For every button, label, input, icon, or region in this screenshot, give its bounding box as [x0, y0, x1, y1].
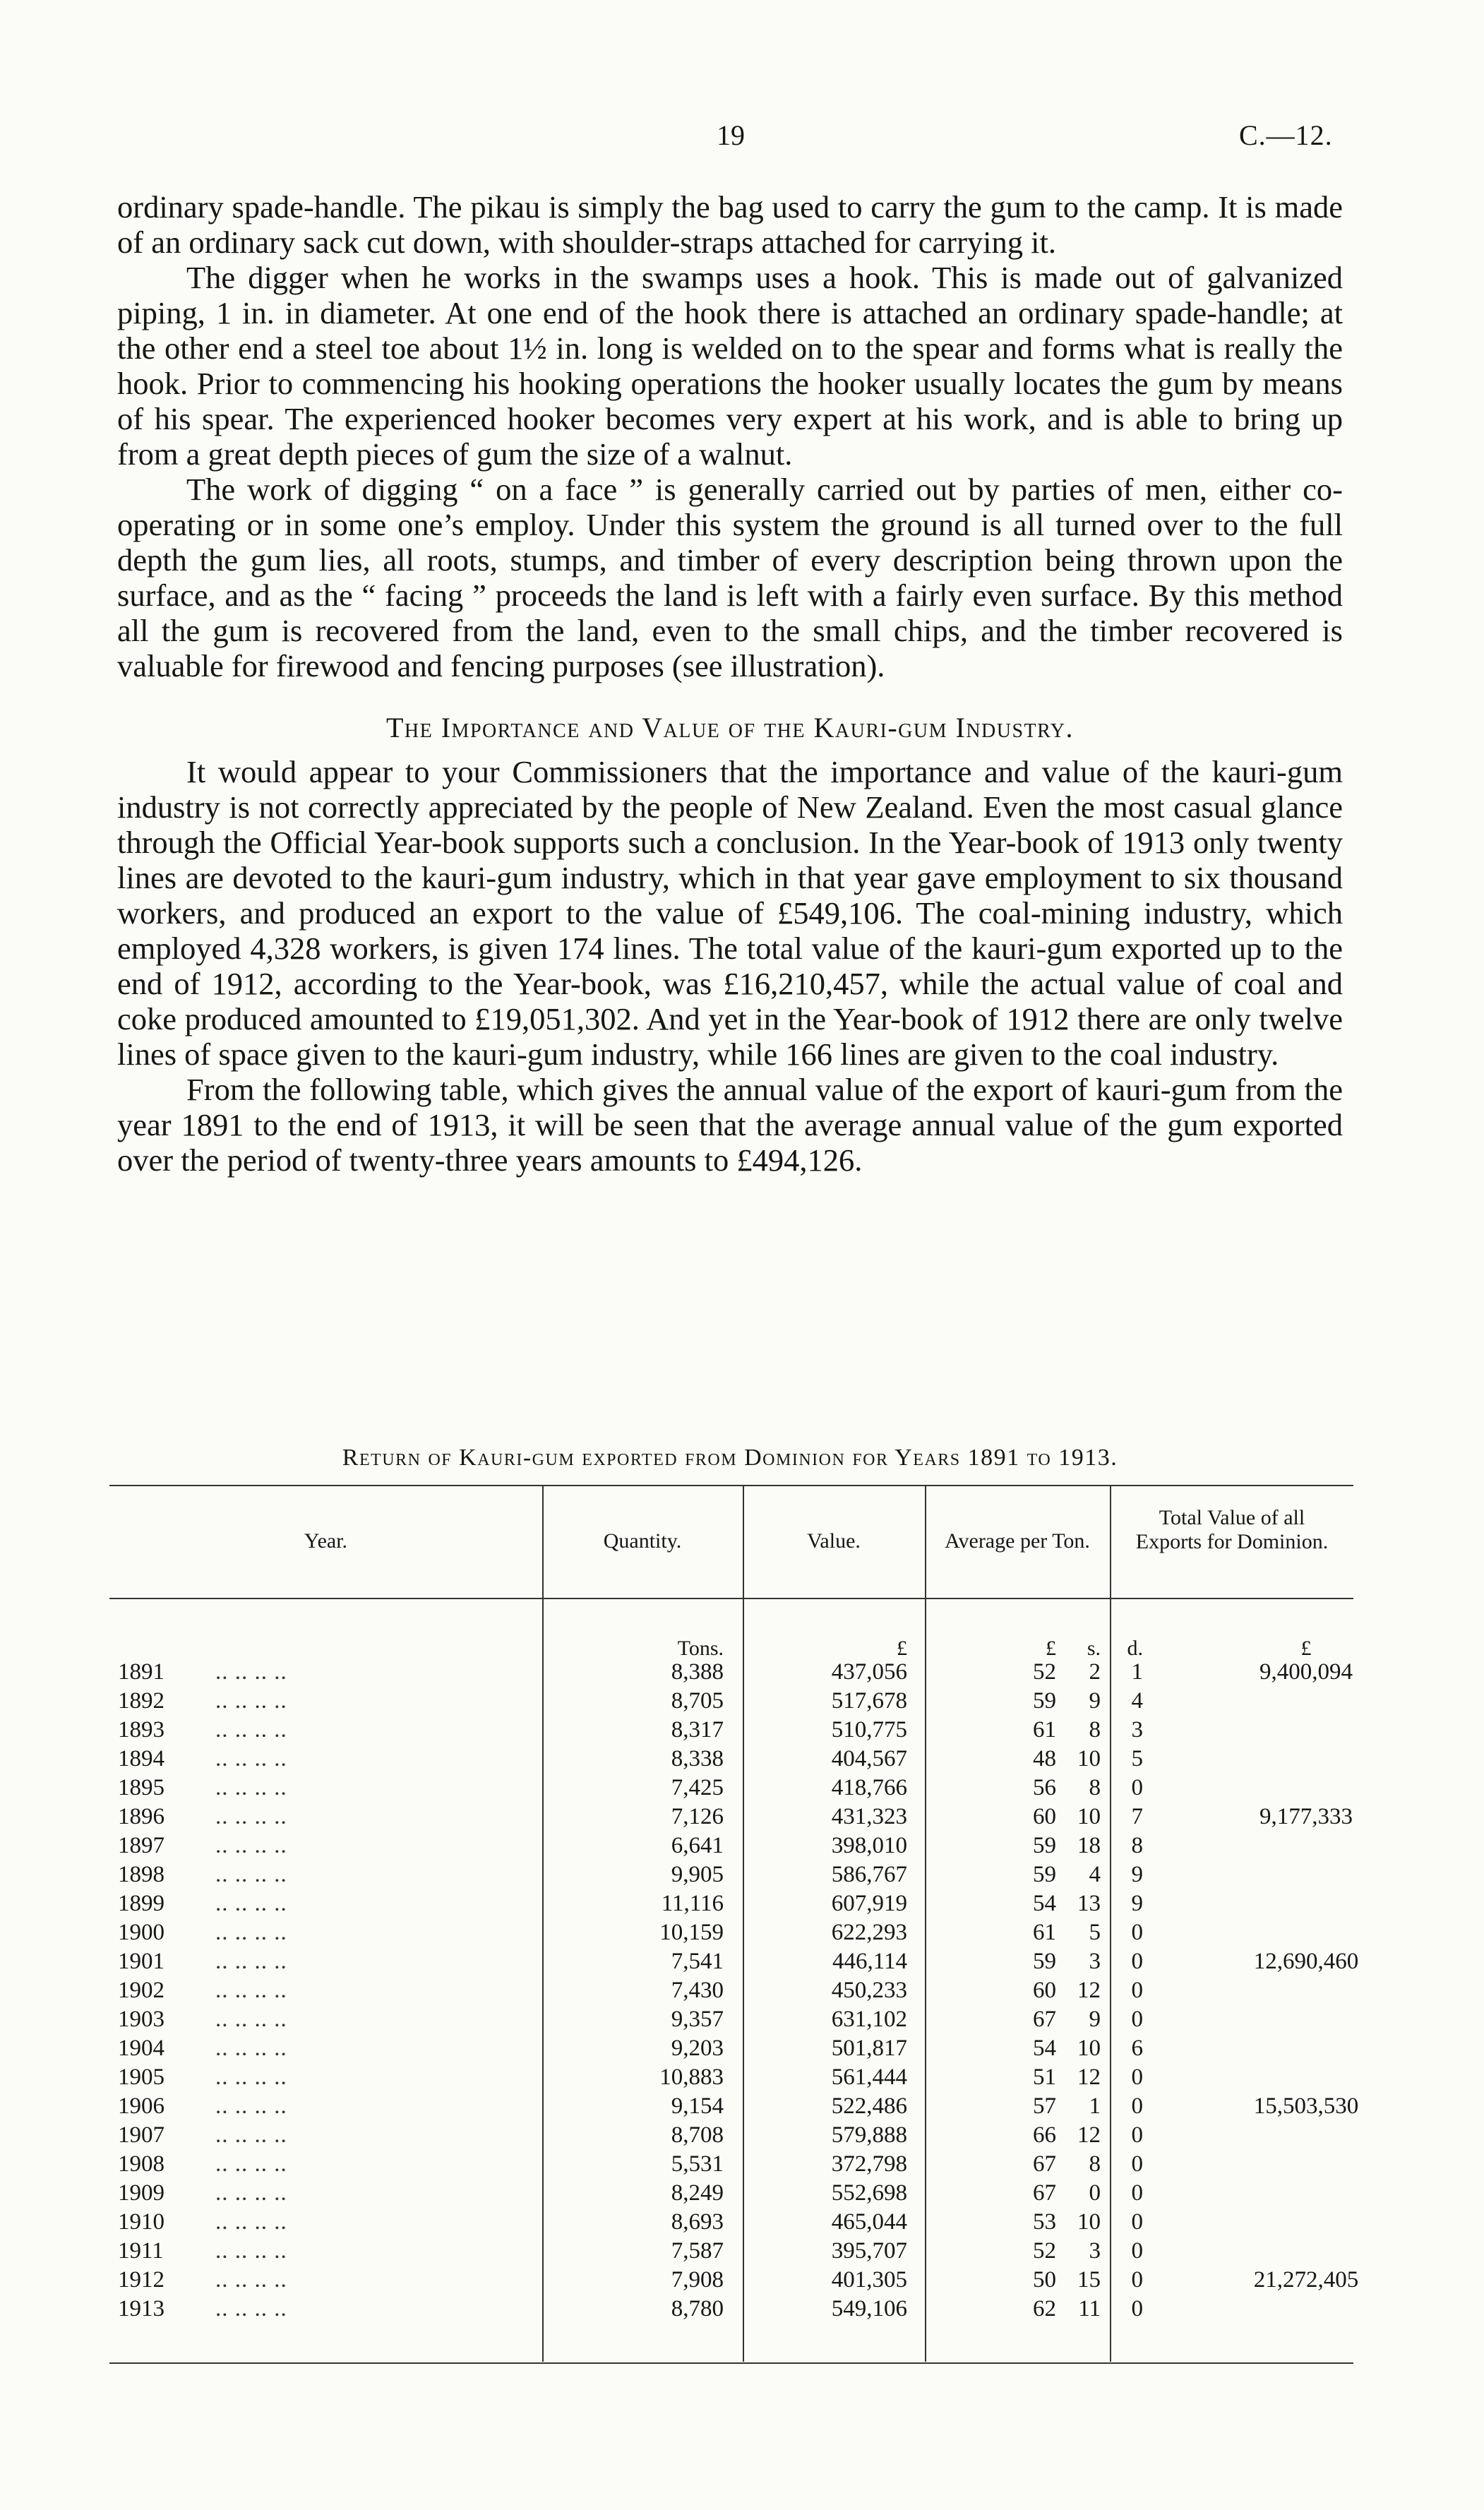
page-number: 19 — [717, 119, 745, 151]
avg-pounds-cell: 61 — [1033, 1717, 1056, 1743]
avg-shillings-cell: 8 — [1089, 1717, 1101, 1743]
avg-shillings-cell: 12 — [1077, 1978, 1101, 2003]
avg-shillings-cell: 3 — [1089, 1949, 1101, 1974]
year-cell: 1899 — [118, 1891, 164, 1916]
avg-shillings-cell: 12 — [1077, 2064, 1101, 2090]
avg-pounds-cell: 67 — [1033, 2151, 1056, 2177]
year-cell: 1904 — [118, 2036, 164, 2061]
section-heading: The Importance and Value of the Kauri-gum Industry. — [385, 712, 1075, 743]
avg-shillings-cell: 3 — [1089, 2238, 1101, 2264]
avg-pence-cell: 0 — [1131, 2209, 1143, 2235]
leader-dots: .. .. .. .. — [215, 2007, 287, 2032]
avg-pence-cell: 0 — [1131, 1978, 1143, 2003]
leader-dots: .. .. .. .. — [215, 2036, 287, 2061]
leader-dots: .. .. .. .. — [215, 2064, 287, 2090]
avg-pounds-cell: 60 — [1033, 1804, 1056, 1829]
quantity-cell: 8,317 — [671, 1717, 724, 1743]
col-header-average: Average per Ton. — [945, 1529, 1090, 1553]
avg-pounds-cell: 54 — [1033, 2036, 1056, 2061]
value-cell: 431,323 — [831, 1804, 907, 1829]
year-cell: 1902 — [118, 1978, 164, 2003]
table-row — [109, 1831, 1353, 1860]
leader-dots: .. .. .. .. — [215, 1804, 287, 1829]
avg-pence-cell: 0 — [1131, 2238, 1143, 2264]
leader-dots: .. .. .. .. — [215, 1891, 287, 1916]
avg-shillings-cell: 13 — [1077, 1891, 1101, 1916]
value-cell: 401,305 — [831, 2267, 907, 2293]
table-top-rule — [109, 1485, 1353, 1486]
quantity-cell: 11,116 — [661, 1891, 724, 1916]
quantity-cell: 8,708 — [671, 2122, 724, 2148]
avg-shillings-cell: 11 — [1078, 2296, 1101, 2321]
unit-tons: Tons. — [677, 1637, 724, 1660]
leader-dots: .. .. .. .. — [215, 2180, 287, 2206]
avg-shillings-cell: 2 — [1089, 1659, 1101, 1685]
table-row — [109, 2237, 1353, 2266]
table-row — [109, 1774, 1353, 1803]
year-cell: 1909 — [118, 2180, 164, 2206]
avg-shillings-cell: 8 — [1089, 2151, 1101, 2177]
unit-avg-shillings: s. — [1087, 1637, 1101, 1660]
leader-dots: .. .. .. .. — [215, 1862, 287, 1887]
total-exports-cell: 15,503,530 — [1253, 2093, 1359, 2119]
paragraph-hook: The digger when he works in the swamps uses a hook. This is made out of galvanized piping, 1 in. in diameter. At one end of the hook there is attached an ordinary spade-handle; at the other end a steel toe about 1½ in. long is welded on to the spear and forms what is really the hook. Prior to commencing his hooking operations the hooker usually locates the gum by means of his spear. The experienced hooker becomes very expert at his work, and is able to bring up from a great depth pieces of gum the size of a walnut. — [117, 260, 1343, 472]
table-row — [109, 1889, 1353, 1918]
leader-dots: .. .. .. .. — [215, 1746, 287, 1771]
quantity-cell: 9,154 — [671, 2093, 724, 2119]
table-bottom-rule — [109, 2362, 1353, 2364]
avg-shillings-cell: 10 — [1077, 1746, 1101, 1771]
table-row — [109, 1976, 1353, 2005]
col-header-quantity: Quantity. — [603, 1529, 682, 1553]
value-cell: 579,888 — [831, 2122, 907, 2148]
table-row — [109, 1918, 1353, 1947]
avg-shillings-cell: 4 — [1089, 1862, 1101, 1887]
avg-pounds-cell: 60 — [1033, 1978, 1056, 2003]
avg-pence-cell: 9 — [1131, 1891, 1143, 1916]
quantity-cell: 9,203 — [671, 2036, 724, 2061]
avg-shillings-cell: 12 — [1077, 2122, 1101, 2148]
unit-total-pounds: £ — [1300, 1637, 1312, 1660]
table-row — [109, 1860, 1353, 1889]
avg-pounds-cell: 54 — [1033, 1891, 1056, 1916]
avg-pounds-cell: 57 — [1033, 2093, 1056, 2119]
unit-avg-pence: d. — [1127, 1637, 1143, 1660]
table-row — [109, 1745, 1353, 1774]
value-cell: 404,567 — [831, 1746, 907, 1771]
col-header-year: Year. — [304, 1529, 348, 1553]
table-row — [109, 2005, 1353, 2034]
table-row — [109, 2208, 1353, 2237]
avg-pence-cell: 0 — [1131, 2151, 1143, 2177]
avg-pounds-cell: 59 — [1033, 1949, 1056, 1974]
avg-pounds-cell: 48 — [1033, 1746, 1056, 1771]
table-row — [109, 2034, 1353, 2063]
year-cell: 1891 — [118, 1659, 164, 1685]
value-cell: 607,919 — [831, 1891, 907, 1916]
value-cell: 398,010 — [831, 1833, 907, 1858]
avg-pence-cell: 0 — [1131, 2267, 1143, 2293]
avg-shillings-cell: 15 — [1077, 2267, 1101, 2293]
col-header-total: Total Value of all Exports for Dominion. — [1135, 1506, 1329, 1553]
avg-pence-cell: 0 — [1131, 2122, 1143, 2148]
quantity-cell: 7,126 — [671, 1804, 724, 1829]
quantity-cell: 10,883 — [659, 2064, 724, 2090]
col-header-value: Value. — [807, 1529, 861, 1553]
table-row — [109, 1658, 1353, 1687]
year-cell: 1903 — [118, 2007, 164, 2032]
value-cell: 418,766 — [831, 1775, 907, 1800]
year-cell: 1894 — [118, 1746, 164, 1771]
value-cell: 552,698 — [831, 2180, 907, 2206]
leader-dots: .. .. .. .. — [215, 1688, 287, 1714]
value-cell: 631,102 — [831, 2007, 907, 2032]
year-cell: 1901 — [118, 1949, 164, 1974]
avg-pence-cell: 4 — [1131, 1688, 1143, 1714]
avg-pounds-cell: 67 — [1033, 2180, 1056, 2206]
quantity-cell: 6,641 — [671, 1833, 724, 1858]
paragraph-table-intro: From the following table, which gives the annual value of the export of kauri-gum from the year 1891 to the end of 1913, it will be seen that the average annual value of the gum exported over the period of twenty-three years amounts to £494,126. — [117, 1072, 1343, 1178]
quantity-cell: 8,338 — [671, 1746, 724, 1771]
year-cell: 1897 — [118, 1833, 164, 1858]
quantity-cell: 7,587 — [671, 2238, 724, 2264]
avg-pounds-cell: 61 — [1033, 1920, 1056, 1945]
avg-pounds-cell: 59 — [1033, 1833, 1056, 1858]
table-title: Return of Kauri-gum exported from Dominion for Years 1891 to 1913. — [342, 1445, 1118, 1471]
quantity-cell: 8,693 — [671, 2209, 724, 2235]
leader-dots: .. .. .. .. — [215, 2122, 287, 2148]
value-cell: 395,707 — [831, 2238, 907, 2264]
avg-pence-cell: 5 — [1131, 1746, 1143, 1771]
value-cell: 586,767 — [831, 1862, 907, 1887]
avg-pence-cell: 7 — [1131, 1804, 1143, 1829]
avg-shillings-cell: 10 — [1077, 2036, 1101, 2061]
avg-pounds-cell: 53 — [1033, 2209, 1056, 2235]
value-cell: 465,044 — [831, 2209, 907, 2235]
year-cell: 1896 — [118, 1804, 164, 1829]
year-cell: 1910 — [118, 2209, 164, 2235]
quantity-cell: 10,159 — [659, 1920, 724, 1945]
avg-pence-cell: 0 — [1131, 2064, 1143, 2090]
value-cell: 372,798 — [831, 2151, 907, 2177]
quantity-cell: 7,430 — [671, 1978, 724, 2003]
unit-avg-pounds: £ — [1046, 1637, 1056, 1660]
year-cell: 1895 — [118, 1775, 164, 1800]
avg-pence-cell: 0 — [1131, 2180, 1143, 2206]
quantity-cell: 9,357 — [671, 2007, 724, 2032]
unit-value-pounds: £ — [897, 1637, 907, 1660]
quantity-cell: 8,780 — [671, 2296, 724, 2321]
leader-dots: .. .. .. .. — [215, 2267, 287, 2293]
avg-pounds-cell: 66 — [1033, 2122, 1056, 2148]
value-cell: 510,775 — [831, 1717, 907, 1743]
avg-shillings-cell: 1 — [1089, 2093, 1101, 2119]
leader-dots: .. .. .. .. — [215, 2093, 287, 2119]
table-row — [109, 2063, 1353, 2092]
year-cell: 1893 — [118, 1717, 164, 1743]
leader-dots: .. .. .. .. — [215, 2209, 287, 2235]
year-cell: 1908 — [118, 2151, 164, 2177]
avg-pounds-cell: 59 — [1033, 1862, 1056, 1887]
total-exports-cell: 9,400,094 — [1259, 1659, 1353, 1685]
avg-pounds-cell: 52 — [1033, 1659, 1056, 1685]
total-exports-cell: 21,272,405 — [1253, 2267, 1359, 2293]
quantity-cell: 8,705 — [671, 1688, 724, 1714]
value-cell: 517,678 — [831, 1688, 907, 1714]
leader-dots: .. .. .. .. — [215, 1717, 287, 1743]
total-exports-cell: 12,690,460 — [1253, 1949, 1359, 1974]
leader-dots: .. .. .. .. — [215, 1833, 287, 1858]
table-row — [109, 2121, 1353, 2150]
value-cell: 549,106 — [831, 2296, 907, 2321]
avg-pence-cell: 0 — [1131, 1775, 1143, 1800]
avg-shillings-cell: 9 — [1089, 2007, 1101, 2032]
avg-shillings-cell: 0 — [1089, 2180, 1101, 2206]
paragraph-face-digging: The work of digging “ on a face ” is generally carried out by parties of men, either co-operating or in some one’s employ. Under this system the ground is all turned over to the full depth the gum lies, all roots, stumps, and timber of every description being thrown upon the surface, and as the “ facing ” proceeds the land is left with a fairly even surface. By this method all the gum is recovered from the land, even to the small chips, and the timber recovered is valuable for firewood and fencing purposes (see illustration). — [117, 472, 1343, 683]
avg-pence-cell: 8 — [1131, 1833, 1143, 1858]
value-cell: 450,233 — [831, 1978, 907, 2003]
body-text — [117, 189, 1343, 1178]
avg-shillings-cell: 8 — [1089, 1775, 1101, 1800]
avg-pounds-cell: 50 — [1033, 2267, 1056, 2293]
avg-pounds-cell: 62 — [1033, 2296, 1056, 2321]
year-cell: 1913 — [118, 2296, 164, 2321]
avg-shillings-cell: 5 — [1089, 1920, 1101, 1945]
table-row — [109, 2179, 1353, 2208]
paragraph-importance: It would appear to your Commissioners that the importance and value of the kauri-gum industry is not correctly appreciated by the people of New Zealand. Even the most casual glance through the Official Year-book supports such a conclusion. In the Year-book of 1913 only twenty lines are devoted to the kauri-gum industry, which in that year gave employment to six thousand workers, and produced an export to the value of £549,106. The coal-mining industry, which employed 4,328 workers, is given 174 lines. The total value of the kauri-gum exported up to the end of 1912, according to the Year-book, was £16,210,457, while the actual value of coal and coke produced amounted to £19,051,302. And yet in the Year-book of 1912 there are only twelve lines of space given to the kauri-gum industry, while 166 lines are given to the coal industry. — [117, 754, 1343, 1072]
avg-pence-cell: 0 — [1131, 2093, 1143, 2119]
avg-pounds-cell: 52 — [1033, 2238, 1056, 2264]
avg-shillings-cell: 18 — [1077, 1833, 1101, 1858]
table-row — [109, 1803, 1353, 1831]
leader-dots: .. .. .. .. — [215, 2238, 287, 2264]
year-cell: 1905 — [118, 2064, 164, 2090]
avg-pence-cell: 1 — [1131, 1659, 1143, 1685]
year-cell: 1892 — [118, 1688, 164, 1714]
table-row — [109, 2092, 1359, 2121]
document-reference: C.—12. — [1239, 119, 1333, 151]
leader-dots: .. .. .. .. — [215, 1659, 287, 1685]
avg-pence-cell: 0 — [1131, 1920, 1143, 1945]
leader-dots: .. .. .. .. — [215, 1949, 287, 1974]
avg-pence-cell: 3 — [1131, 1717, 1143, 1743]
avg-pence-cell: 6 — [1131, 2036, 1143, 2061]
value-cell: 501,817 — [831, 2036, 907, 2061]
table-row — [109, 2266, 1359, 2295]
leader-dots: .. .. .. .. — [215, 1978, 287, 2003]
avg-pence-cell: 0 — [1131, 1949, 1143, 1974]
value-cell: 437,056 — [831, 1659, 907, 1685]
avg-pounds-cell: 67 — [1033, 2007, 1056, 2032]
avg-shillings-cell: 10 — [1077, 2209, 1101, 2235]
quantity-cell: 8,249 — [671, 2180, 724, 2206]
table-header-rule — [109, 1598, 1353, 1599]
leader-dots: .. .. .. .. — [215, 2151, 287, 2177]
avg-shillings-cell: 10 — [1077, 1804, 1101, 1829]
leader-dots: .. .. .. .. — [215, 1920, 287, 1945]
value-cell: 446,114 — [832, 1949, 907, 1974]
quantity-cell: 7,908 — [671, 2267, 724, 2293]
quantity-cell: 9,905 — [671, 1862, 724, 1887]
value-cell: 622,293 — [831, 1920, 907, 1945]
year-cell: 1900 — [118, 1920, 164, 1945]
year-cell: 1911 — [118, 2238, 164, 2264]
avg-pence-cell: 0 — [1131, 2007, 1143, 2032]
year-cell: 1898 — [118, 1862, 164, 1887]
year-cell: 1906 — [118, 2093, 164, 2119]
table-row — [109, 1687, 1353, 1716]
avg-pounds-cell: 51 — [1033, 2064, 1056, 2090]
table-row — [109, 1947, 1359, 1976]
value-cell: 561,444 — [831, 2064, 907, 2090]
avg-shillings-cell: 9 — [1089, 1688, 1101, 1714]
table-row — [109, 1716, 1353, 1745]
total-exports-cell: 9,177,333 — [1259, 1804, 1353, 1829]
table-row — [109, 2295, 1353, 2324]
value-cell: 522,486 — [831, 2093, 907, 2119]
avg-pence-cell: 0 — [1131, 2296, 1143, 2321]
paragraph-pikau: ordinary spade-handle. The pikau is simply the bag used to carry the gum to the camp. It is made of an ordinary sack cut down, with shoulder-straps attached for carrying it. — [117, 189, 1343, 260]
avg-pence-cell: 9 — [1131, 1862, 1143, 1887]
quantity-cell: 7,541 — [671, 1949, 724, 1974]
avg-pounds-cell: 59 — [1033, 1688, 1056, 1714]
quantity-cell: 7,425 — [671, 1775, 724, 1800]
export-table — [109, 1485, 1359, 2364]
leader-dots: .. .. .. .. — [215, 1775, 287, 1800]
year-cell: 1907 — [118, 2122, 164, 2148]
table-row — [109, 2150, 1353, 2179]
quantity-cell: 5,531 — [671, 2151, 724, 2177]
leader-dots: .. .. .. .. — [215, 2296, 287, 2321]
quantity-cell: 8,388 — [671, 1659, 724, 1685]
avg-pounds-cell: 56 — [1033, 1775, 1056, 1800]
year-cell: 1912 — [118, 2267, 164, 2293]
